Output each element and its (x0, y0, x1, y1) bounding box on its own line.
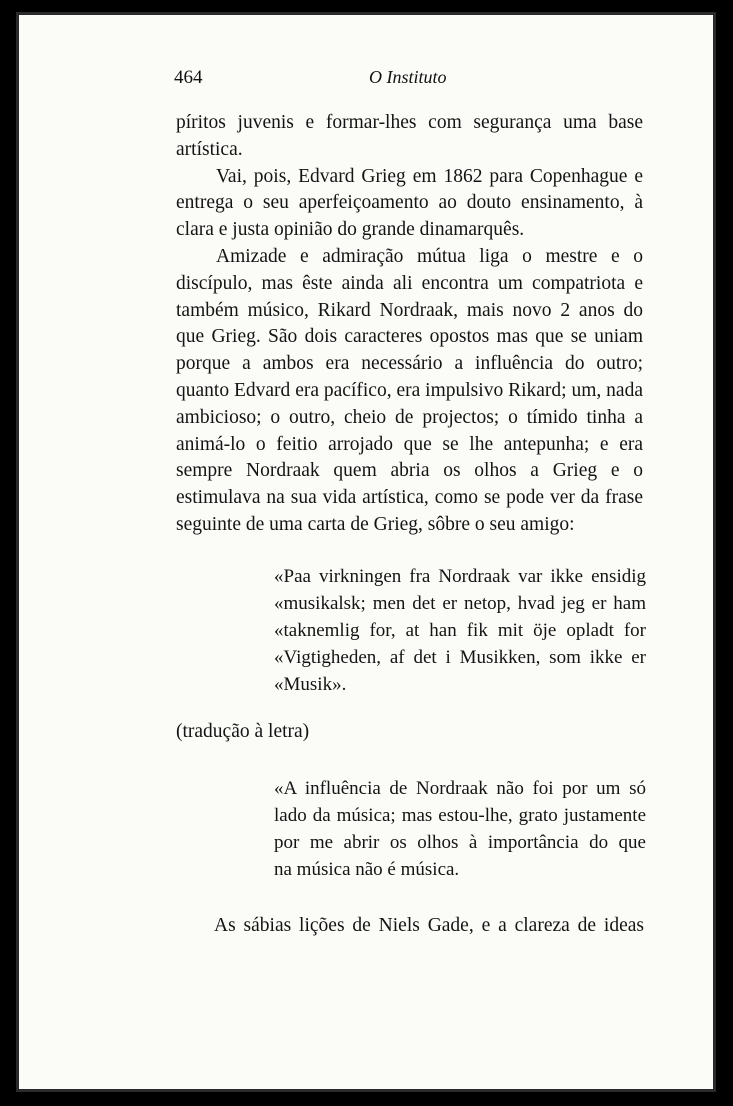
quote-line: «A influência de Nordraak não foi por um só (274, 778, 646, 799)
paragraph-amizade: Amizade e admiração mútua liga o mestre e o discípulo, mas êste ainda ali encontra um compatriota e também músico, Rikard Nordraak, mais novo 2 anos do que Grieg. São dois caracteres opostos mas que se uniam porque a ambos era necessário a influência do outro; quanto Edvard era pacífico, era impulsivo Rikard; um, nada ambicioso; o outro, cheio de projectos; o tímido tinha a animá-lo o feitio arrojado que se lhe antepunha; e era sempre Nordraak quem abria os olhos a Grieg e o estimulava na sua vida artística, como se pode ver da frase seguinte de uma carta de Grieg, sôbre o seu amigo: (176, 245, 643, 535)
quote-portuguese (274, 775, 646, 883)
quote-line: «Musik». (274, 674, 347, 695)
quote-norwegian (274, 563, 646, 698)
quote-line: «taknemlig for, at han fik mit öje opladt for (274, 620, 646, 641)
paragraph-continuation: píritos juvenis e formar-lhes com segurança uma base artística. (176, 112, 643, 160)
translation-label: (tradução à letra) (176, 721, 310, 742)
paragraph-grieg-copenhague: Vai, pois, Edvard Grieg em 1862 para Copenhague e entrega o seu aperfeiçoamento ao douto ensinamento, à clara e justa opinião do grande dinamarquês. (176, 165, 643, 241)
quote-line: «Paa virkningen fra Nordraak var ikke ensidig (274, 566, 646, 587)
quote-line: na música não é música. (274, 859, 460, 880)
quote-line: lado da música; mas estou-lhe, grato justamente (274, 805, 646, 826)
closing-line: As sábias lições de Niels Gade, e a clareza de ideas (214, 915, 644, 936)
quote-line: por me abrir os olhos à importância do que (274, 832, 646, 853)
quote-line: «musikalsk; men det er netop, hvad jeg er ham (274, 593, 646, 614)
running-head: O Instituto (369, 67, 447, 87)
book-page (16, 12, 716, 1092)
main-text (176, 110, 643, 539)
page-number: 464 (174, 67, 203, 88)
quote-line: «Vigtigheden, af det i Musikken, som ikke er (274, 647, 646, 668)
page-header (19, 67, 713, 93)
